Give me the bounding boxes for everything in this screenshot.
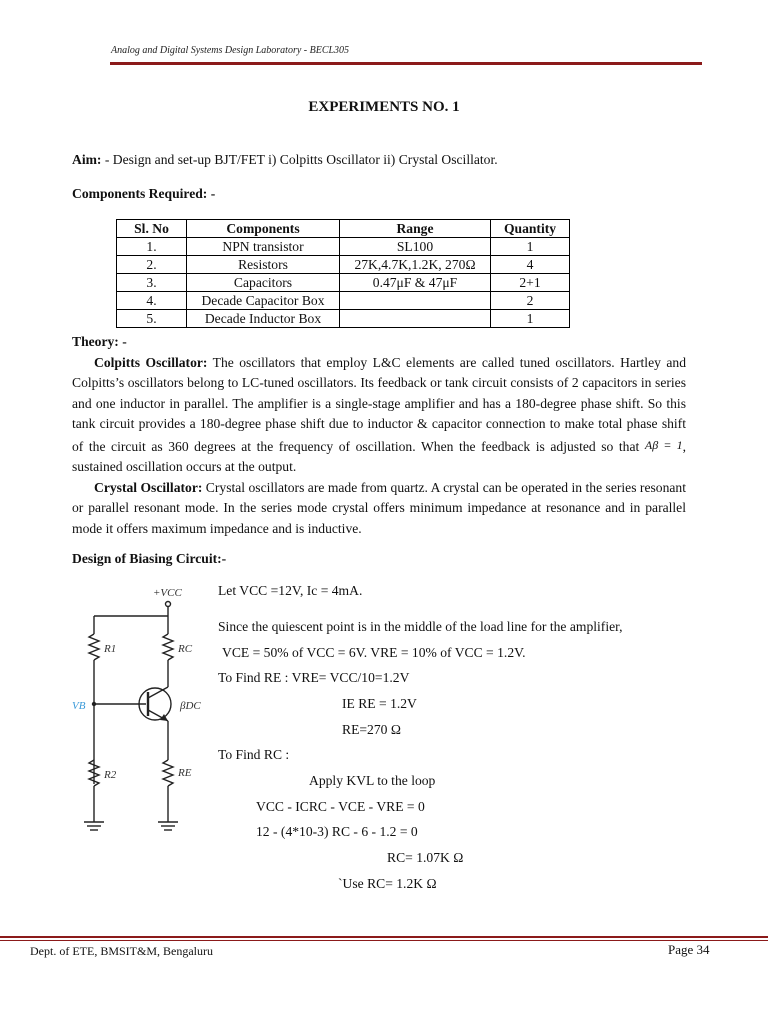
table-cell: Resistors	[187, 256, 340, 274]
rc-label: RC	[178, 643, 193, 655]
design-ie-re: IE RE = 1.2V	[342, 696, 417, 711]
table-cell: 2+1	[491, 274, 570, 292]
colpitts-text: The oscillators that employ L&C elements are called tuned oscillators. Hartley and Colpitts’s oscillators belong to LC-tuned oscillators. Its feedback or tank circuit consists of 2 capacitors in series and one inductor in parallel. The amplifier is a single-stage amplifier and has a 180-degree phase shift. So this tank circuit provides a 180-degree phase shift due to inductor & capacitor connection to make total phase shift of the circuit as 360 degrees at the frequency of oscillation. When the feedback is adjusted so that	[72, 354, 686, 454]
table-header-row	[117, 220, 570, 238]
footer-dept: Dept. of ETE, BMSIT&M, Bengaluru	[30, 944, 213, 958]
colpitts-paragraph	[72, 353, 686, 478]
header-rule	[110, 62, 702, 65]
table-row	[117, 274, 570, 292]
aim-label: Aim:	[72, 152, 102, 167]
design-kvl-equation: VCC - ICRC - VCE - VRE = 0	[256, 799, 425, 814]
base-junction-dot	[92, 702, 96, 706]
footer-rule	[0, 936, 768, 938]
design-vce: VCE = 50% of VCC = 6V. VRE = 10% of VCC = 1.2V.	[222, 645, 526, 660]
footer-rule-thin	[0, 940, 768, 941]
table-cell: 4	[491, 256, 570, 274]
design-use-rc: `Use RC= 1.2K Ω	[338, 876, 437, 891]
beta-label: βDC	[180, 700, 201, 712]
colpitts-label: Colpitts Oscillator:	[94, 354, 208, 370]
table-cell: Capacitors	[187, 274, 340, 292]
table-row	[117, 238, 570, 256]
design-heading: Design of Biasing Circuit:-	[72, 551, 227, 566]
design-kvl: Apply KVL to the loop	[309, 773, 436, 788]
table-cell: 3.	[117, 274, 187, 292]
table-cell: Decade Inductor Box	[187, 310, 340, 328]
table-row	[117, 292, 570, 310]
aim-text: - Design and set-up BJT/FET i) Colpitts Oscillator ii) Crystal Oscillator.	[101, 152, 498, 167]
aim-line	[72, 150, 498, 171]
crystal-label: Crystal Oscillator:	[94, 479, 203, 495]
table-header: Quantity	[491, 220, 570, 238]
theory-section	[72, 332, 686, 539]
design-since: Since the quiescent point is in the middle of the load line for the amplifier,	[218, 619, 623, 634]
theory-heading: Theory: -	[72, 334, 127, 349]
table-cell: 27K,4.7K,1.2K, 270Ω	[340, 256, 491, 274]
table-cell: 2.	[117, 256, 187, 274]
crystal-paragraph	[72, 478, 686, 540]
design-rc-value: RC= 1.07K Ω	[387, 850, 464, 865]
page-title: EXPERIMENTS NO. 1	[308, 99, 460, 115]
page-number: Page 34	[668, 942, 710, 957]
r1-label: R1	[104, 643, 117, 655]
table-cell: Decade Capacitor Box	[187, 292, 340, 310]
table-cell: 1	[491, 310, 570, 328]
vcc-label: +VCC	[153, 587, 182, 599]
table-cell	[340, 310, 491, 328]
biasing-circuit-diagram	[70, 582, 220, 838]
colpitts-tail: , sustained oscillation occurs at the output.	[72, 438, 687, 474]
table-cell: 2	[491, 292, 570, 310]
page-header: Analog and Digital Systems Design Laboratory - BECL305	[111, 45, 350, 56]
design-let: Let VCC =12V, Ic = 4mA.	[218, 583, 363, 598]
re-label: RE	[178, 767, 192, 779]
table-cell: 1.	[117, 238, 187, 256]
table-cell: 5.	[117, 310, 187, 328]
vb-label: VB	[72, 700, 86, 712]
design-re-value: RE=270 Ω	[342, 722, 401, 737]
r2-label: R2	[104, 769, 117, 781]
design-substitution: 12 - (4*10-3) RC - 6 - 1.2 = 0	[256, 824, 418, 839]
table-cell: 0.47μF & 47μF	[340, 274, 491, 292]
components-table	[116, 219, 570, 328]
table-cell: SL100	[340, 238, 491, 256]
table-cell: NPN transistor	[187, 238, 340, 256]
table-header: Range	[340, 220, 491, 238]
table-row	[117, 256, 570, 274]
oscillation-condition: Aβ = 1	[644, 437, 683, 452]
table-row	[117, 310, 570, 328]
design-find-rc: To Find RC :	[218, 747, 290, 762]
table-header: Components	[187, 220, 340, 238]
design-find-re: To Find RE : VRE= VCC/10=1.2V	[218, 670, 410, 685]
table-cell: 1	[491, 238, 570, 256]
crystal-text: Crystal oscillators are made from quartz. A crystal can be operated in the series resonant or parallel resonant mode. In the series mode crystal offers minimum impedance at resonance and in parallel mode it offers maximum impedance and is inductive.	[72, 479, 686, 536]
components-heading: Components Required: -	[72, 186, 216, 201]
table-cell: 4.	[117, 292, 187, 310]
table-cell	[340, 292, 491, 310]
table-header: Sl. No	[117, 220, 187, 238]
